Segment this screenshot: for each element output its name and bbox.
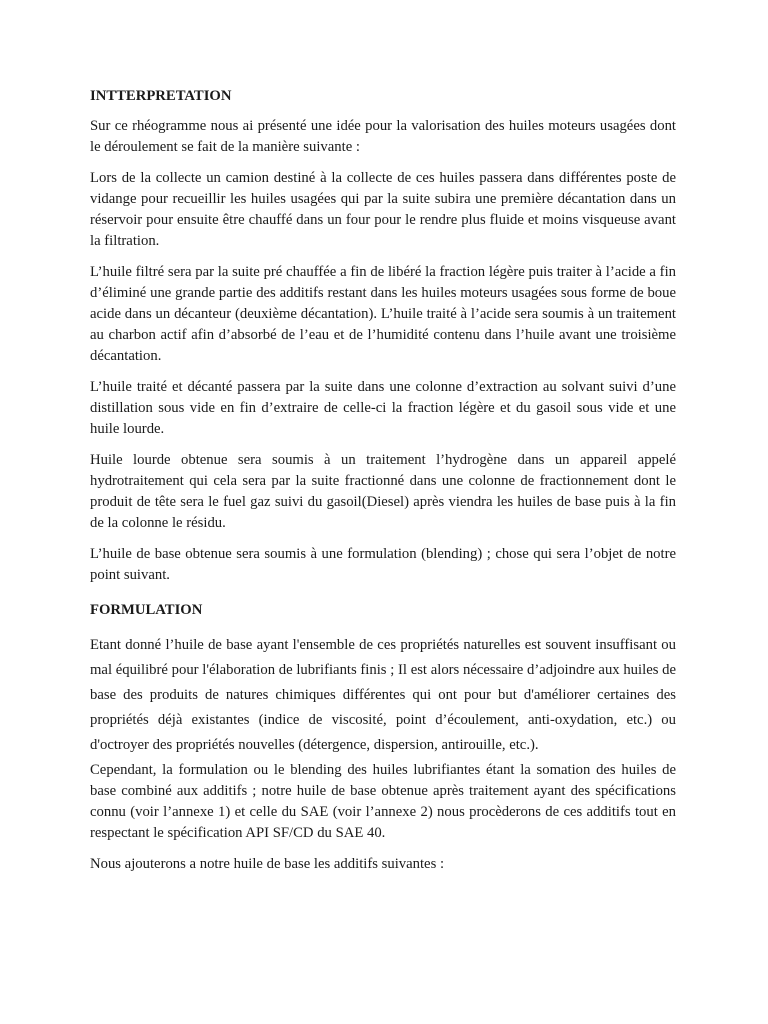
section-heading-formulation: FORMULATION xyxy=(90,602,203,618)
paragraph-intro: Sur ce rhéogramme nous ai présenté une idée pour la valorisation des huiles moteurs usagées dont le déroulement se fait de la manière suivante : xyxy=(90,118,676,155)
paragraph-additifs: Nous ajouterons a notre huile de base les additifs suivantes : xyxy=(90,856,445,872)
paragraph-prechauffage: L’huile filtré sera par la suite pré chauffée a fin de libéré la fraction légère puis traiter à l’acide a fin d’éliminé une grande partie des additifs restant dans les huiles moteurs usagées sous forme de boue acide dans un décanteur (deuxième décantation). L’huile traité à l’acide sera soumis à un traitement au charbon actif afin d’absorbé de l’eau et de l’humidité contenu dans l’huile avant une troisième décantation. xyxy=(90,264,676,364)
paragraph-formulation-link: L’huile de base obtenue sera soumis à une formulation (blending) ; chose qui sera l’objet de notre point suivant. xyxy=(90,546,676,583)
paragraph-huile-de-base: Etant donné l’huile de base ayant l'ensemble de ces propriétés naturelles est souvent insuffisant ou mal équilibré pour l'élaboration de lubrifiants finis ; Il est alors nécessaire d’adjoindre aux huiles de base des produits de natures chimiques différentes qui ont pour but d'améliorer certaines des propriétés déjà existantes (indice de viscosité, point d’écoulement, anti-oxydation, etc.) ou d'octroyer des propriétés nouvelles (détergence, dispersion, antirouille, etc.). xyxy=(90,637,676,753)
paragraph-hydrotraitement: Huile lourde obtenue sera soumis à un traitement l’hydrogène dans un appareil appelé hydrotraitement qui cela sera par la suite fractionné dans une colonne de fractionnement dont le produit de tête sera le fuel gaz suivi du gasoil(Diesel) après viendra les huiles de base puis à la fin de la colonne le résidu. xyxy=(90,452,676,531)
paragraph-extraction: L’huile traité et décanté passera par la suite dans une colonne d’extraction au solvant suivi d’une distillation sous vide en fin d’extraire de celle-ci la fraction légère et du gasoil sous vide et une huile lourde. xyxy=(90,379,676,437)
section-heading-interpretation: INTTERPRETATION xyxy=(90,88,232,104)
paragraph-blending: Cependant, la formulation ou le blending des huiles lubrifiantes étant la somation des huiles de base combiné aux additifs ; notre huile de base obtenue après traitement ayant des spécifications connu (voir l’annexe 1) et celle du SAE (voir l’annexe 2) nous procèderons de ces additifs tout en respectant le spécification API SF/CD du SAE 40. xyxy=(90,762,676,841)
document-page xyxy=(90,86,676,885)
paragraph-collecte: Lors de la collecte un camion destiné à la collecte de ces huiles passera dans différentes poste de vidange pour recueillir les huiles usagées qui par la suite subira une première décantation dans un réservoir pour ensuite être chauffé dans un four pour le rendre plus fluide et moins visqueuse avant la filtration. xyxy=(90,170,676,249)
